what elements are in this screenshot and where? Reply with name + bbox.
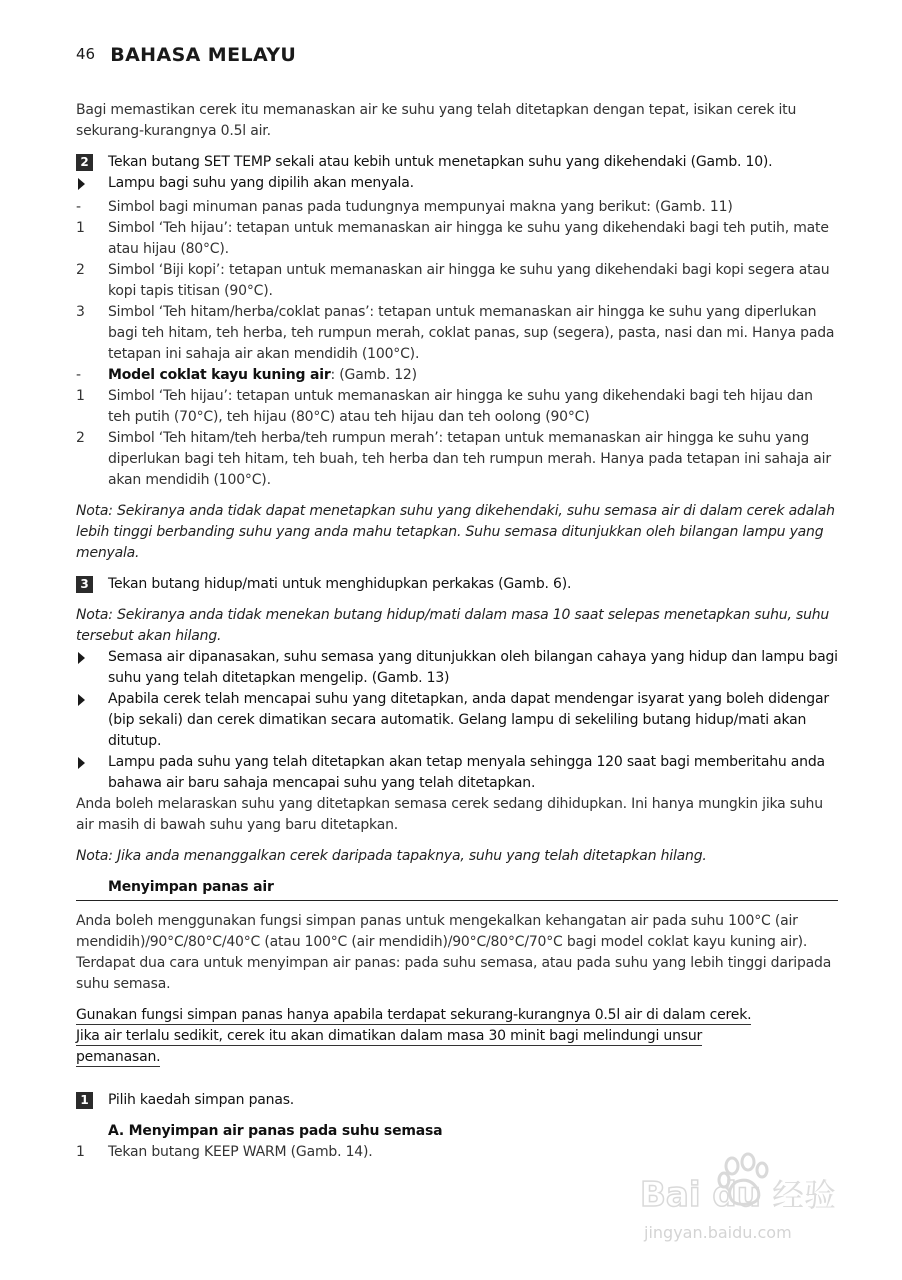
step-3-text: Tekan butang hidup/mati untuk menghidupkan perkakas (Gamb. 6). — [108, 576, 572, 592]
bullet-text: Semasa air dipanasakan, suhu semasa yang ditunjukkan oleh bilangan cahaya yang hidup dan lampu bagi suhu yang telah ditetapkan mengelip. (Gamb. 13) — [108, 649, 838, 686]
step-number-box: 1 — [76, 1092, 93, 1109]
intro-paragraph: Bagi memastikan cerek itu memanaskan air ke suhu yang telah ditetapkan dengan tepat, isikan cerek itu sekurang-kurangnya 0.5l air. — [76, 102, 797, 139]
numbered-item — [76, 302, 838, 365]
note-3: Nota: Jika anda menanggalkan cerek daripada tapaknya, suhu yang telah ditetapkan hilang. — [76, 848, 707, 864]
dash-marker: - — [76, 367, 81, 383]
numbered-item — [76, 386, 838, 428]
warning-block — [76, 1005, 838, 1068]
item-number: 3 — [76, 304, 85, 320]
dash-marker: - — [76, 199, 81, 215]
step-1-text: Pilih kaedah simpan panas. — [108, 1092, 295, 1108]
step-number-box: 2 — [76, 154, 93, 171]
item-text: Simbol ‘Teh hijau’: tetapan untuk memanaskan air hingga ke suhu yang dikehendaki bagi teh putih, mate atau hijau (80°C). — [108, 220, 829, 257]
bullet-arrow-icon — [78, 757, 85, 769]
watermark-brand: Bai du — [640, 1175, 761, 1215]
item-number: 1 — [76, 220, 85, 236]
subsection-heading: A. Menyimpan air panas pada suhu semasa — [108, 1123, 443, 1139]
keepwarm-paragraph-2: Terdapat dua cara untuk menyimpan air panas: pada suhu semasa, atau pada suhu yang lebih tinggi daripada suhu semasa. — [76, 955, 832, 992]
numbered-item — [76, 428, 838, 491]
item-number: 2 — [76, 262, 85, 278]
bullet-text: Lampu pada suhu yang telah ditetapkan akan tetap menyala sehingga 120 saat bagi memberitahu anda bahawa air baru sahaja mencapai suhu yang telah ditetapkan. — [108, 754, 825, 791]
step-3 — [76, 574, 838, 595]
item-number: 1 — [76, 1144, 85, 1160]
item-number: 1 — [76, 388, 85, 404]
warning-line: Jika air terlalu sedikit, cerek itu akan dimatikan dalam masa 30 minit bagi melindungi unsur — [76, 1028, 703, 1044]
warning-line: pemanasan. — [76, 1049, 161, 1065]
bullet-text: Apabila cerek telah mencapai suhu yang ditetapkan, anda dapat mendengar isyarat yang boleh didengar (bip sekali) dan cerek dimatikan secara automatik. Gelang lampu di sekeliling butang hidup/mati akan ditutup. — [108, 691, 829, 749]
watermark-cn: 经验 — [772, 1176, 837, 1214]
warning-line: Gunakan fungsi simpan panas hanya apabila terdapat sekurang-kurangnya 0.5l air di dalam cerek. — [76, 1007, 752, 1023]
bullet-arrow-icon — [78, 652, 85, 664]
bullet-item — [76, 689, 838, 752]
watermark-url: jingyan.baidu.com — [644, 1223, 792, 1242]
keepwarm-paragraph-1: Anda boleh menggunakan fungsi simpan panas untuk mengekalkan kehangatan air pada suhu 100°C (air mendidih)/90°C/80°C/40°C (atau 100°C (air mendidih)/90°C/80°C/70°C bagi model coklat kayu kuning air). — [76, 913, 808, 950]
dash-item-model — [76, 365, 838, 386]
numbered-item — [76, 218, 838, 260]
page-header — [76, 44, 296, 72]
baidu-watermark — [640, 1148, 860, 1258]
step-2 — [76, 152, 838, 173]
item-number: 2 — [76, 430, 85, 446]
bullet-item — [76, 752, 838, 794]
document-body — [76, 100, 838, 1163]
note-2: Nota: Sekiranya anda tidak menekan butang hidup/mati dalam masa 10 saat selepas menetapkan suhu, suhu tersebut akan hilang. — [76, 607, 830, 644]
page-title: BAHASA MELAYU — [110, 44, 297, 66]
page-number: 46 — [76, 45, 96, 63]
model-figure-ref: : (Gamb. 12) — [330, 367, 417, 383]
item-text: Simbol ‘Teh hitam/herba/coklat panas’: tetapan untuk memanaskan air hingga ke suhu yang diperlukan bagi teh hitam, teh herba, teh rumpun merah, coklat panas, sup (segera), pasta, nasi dan mi. Hanya pada tetapan ini sahaja air akan mendidih (100°C). — [108, 304, 835, 362]
item-text: Simbol ‘Biji kopi’: tetapan untuk memanaskan air hingga ke suhu yang dikehendaki bagi kopi segera atau kopi tapis titisan (90°C). — [108, 262, 830, 299]
step-number-box: 3 — [76, 576, 93, 593]
model-name: Model coklat kayu kuning air — [108, 367, 331, 383]
dash-symbols-text: Simbol bagi minuman panas pada tudungnya mempunyai makna yang berikut: (Gamb. 11) — [108, 199, 733, 215]
bullet-arrow-icon — [78, 694, 85, 706]
bullet-item — [76, 647, 838, 689]
item-text: Tekan butang KEEP WARM (Gamb. 14). — [108, 1144, 373, 1160]
note-1: Nota: Sekiranya anda tidak dapat menetapkan suhu yang dikehendaki, suhu semasa air di dalam cerek adalah lebih tinggi berbanding suhu yang anda mahu tetapkan. Suhu semasa ditunjukkan oleh bilangan lampu yang menyala. — [76, 503, 835, 561]
item-text: Simbol ‘Teh hitam/teh herba/teh rumpun merah’: tetapan untuk memanaskan air hingga ke suhu yang diperlukan bagi teh hitam, teh buah, teh herba dan teh rumpun merah. Hanya pada tetapan ini sahaja air akan mendidih (100°C). — [108, 430, 831, 488]
section-heading: Menyimpan panas air — [76, 877, 838, 901]
step-2-text: Tekan butang SET TEMP sekali atau kebih untuk menetapkan suhu yang dikehendaki (Gamb. 10). — [108, 154, 773, 170]
adjust-paragraph: Anda boleh melaraskan suhu yang ditetapkan semasa cerek sedang dihidupkan. Ini hanya mungkin jika suhu air masih di bawah suhu yang baru ditetapkan. — [76, 796, 823, 833]
item-text: Simbol ‘Teh hijau’: tetapan untuk memanaskan air hingga ke suhu yang dikehendaki bagi teh hijau dan teh putih (70°C), teh hijau (80°C) atau teh hijau dan teh oolong (90°C) — [108, 388, 813, 425]
bullet-lamp — [76, 173, 838, 197]
bullet-lamp-text: Lampu bagi suhu yang dipilih akan menyala. — [108, 175, 414, 191]
numbered-item — [76, 260, 838, 302]
step-1 — [76, 1090, 838, 1111]
dash-item-symbols — [76, 197, 838, 218]
bullet-arrow-icon — [78, 178, 85, 190]
